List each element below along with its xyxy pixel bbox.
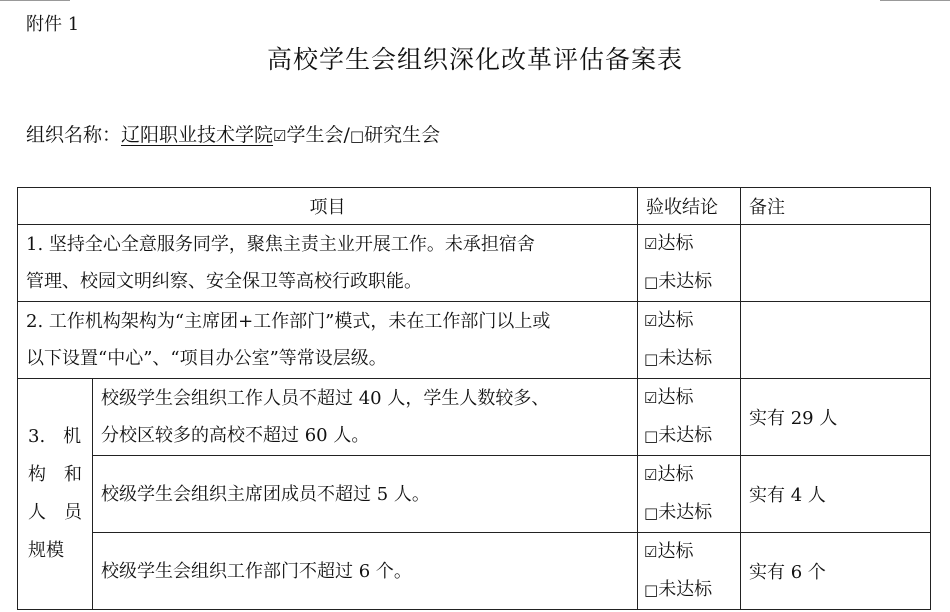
header-remark: 备注 [741,188,931,225]
group-label-line: 3. 机 [28,426,82,447]
table-row [18,302,931,379]
item-cell [93,379,638,456]
table-row [18,456,931,533]
table-header-row [18,188,931,225]
item-cell [18,302,638,379]
fail-label: 未达标 [658,579,713,600]
checked-box-icon: ☑ [273,127,287,145]
unchecked-box-icon: □ [644,504,659,522]
checked-box-icon: ☑ [644,543,658,561]
group-label-line: 构 和 [28,464,82,485]
group-label-line: 人 员 [28,502,82,523]
pass-option [644,379,732,417]
fail-option [644,340,732,378]
fail-label: 未达标 [658,425,713,446]
item-text-line: 分校区较多的高校不超过 60 人。 [101,425,370,446]
header-rule-left [0,0,70,1]
fail-option [644,417,732,455]
fail-option [644,263,732,301]
remark-cell: 实有 6 个 [741,533,931,610]
organization-line [26,120,440,147]
checked-box-icon: ☑ [644,389,658,407]
pass-label: 达标 [657,233,694,254]
remark-cell: 实有 4 人 [741,456,931,533]
item-cell [18,225,638,302]
header-rule-right [880,0,950,1]
item-text-line: 校级学生会组织工作部门不超过 6 个。 [101,560,412,582]
result-cell [638,456,741,533]
pass-label: 达标 [657,464,694,485]
header-result: 验收结论 [638,188,741,225]
unchecked-box-icon: □ [644,273,659,291]
pass-label: 达标 [657,310,694,331]
table-row [18,533,931,610]
fail-option [644,494,732,532]
pass-option [644,302,732,340]
pass-option [644,456,732,494]
item-text-line: 以下设置“中心”、“项目办公室”等常设层级。 [26,348,387,369]
org-separator: / [343,124,350,146]
group-label-line: 规模 [28,540,64,561]
pass-option [644,533,732,571]
remark-cell: 实有 29 人 [741,379,931,456]
pass-label: 达标 [657,387,694,408]
unchecked-box-icon: □ [644,581,659,599]
fail-label: 未达标 [658,271,713,292]
unchecked-box-icon: □ [644,350,659,368]
table-row [18,379,931,456]
pass-label: 达标 [657,541,694,562]
org-label: 组织名称： [26,124,122,146]
remark-cell [741,302,931,379]
item-text-line: 校级学生会组织主席团成员不超过 5 人。 [101,483,430,505]
checked-box-icon: ☑ [644,312,658,330]
table-row [18,225,931,302]
attachment-label: 附件 1 [26,14,80,35]
checked-box-icon: ☑ [644,235,658,253]
group-label-cell [18,379,93,610]
item-text-line: 1. 坚持全心全意服务同学，聚焦主责主业开展工作。未承担宿舍 [26,234,535,255]
pass-option [644,225,732,263]
result-cell [638,379,741,456]
header-item: 项目 [18,188,638,225]
unchecked-box-icon: □ [349,127,365,145]
fail-label: 未达标 [658,348,713,369]
result-cell [638,302,741,379]
item-text-line: 管理、校园文明纠察、安全保卫等高校行政职能。 [26,271,422,292]
item-text-line: 校级学生会组织工作人员不超过 40 人，学生人数较多、 [101,388,550,409]
remark-cell [741,225,931,302]
document-title: 高校学生会组织深化改革评估备案表 [266,45,683,74]
fail-option [644,571,732,609]
result-cell [638,533,741,610]
org-option-student-union: 学生会 [286,124,344,146]
item-cell [93,456,638,533]
result-cell [638,225,741,302]
unchecked-box-icon: □ [644,427,659,445]
org-option-graduate-union: 研究生会 [364,124,441,146]
item-text-line: 2. 工作机构架构为“主席团+工作部门”模式，未在工作部门以上或 [26,311,551,332]
org-name: 辽阳职业技术学院 [121,124,274,146]
evaluation-table [17,187,931,610]
fail-label: 未达标 [658,502,713,523]
checked-box-icon: ☑ [644,466,658,484]
item-cell [93,533,638,610]
